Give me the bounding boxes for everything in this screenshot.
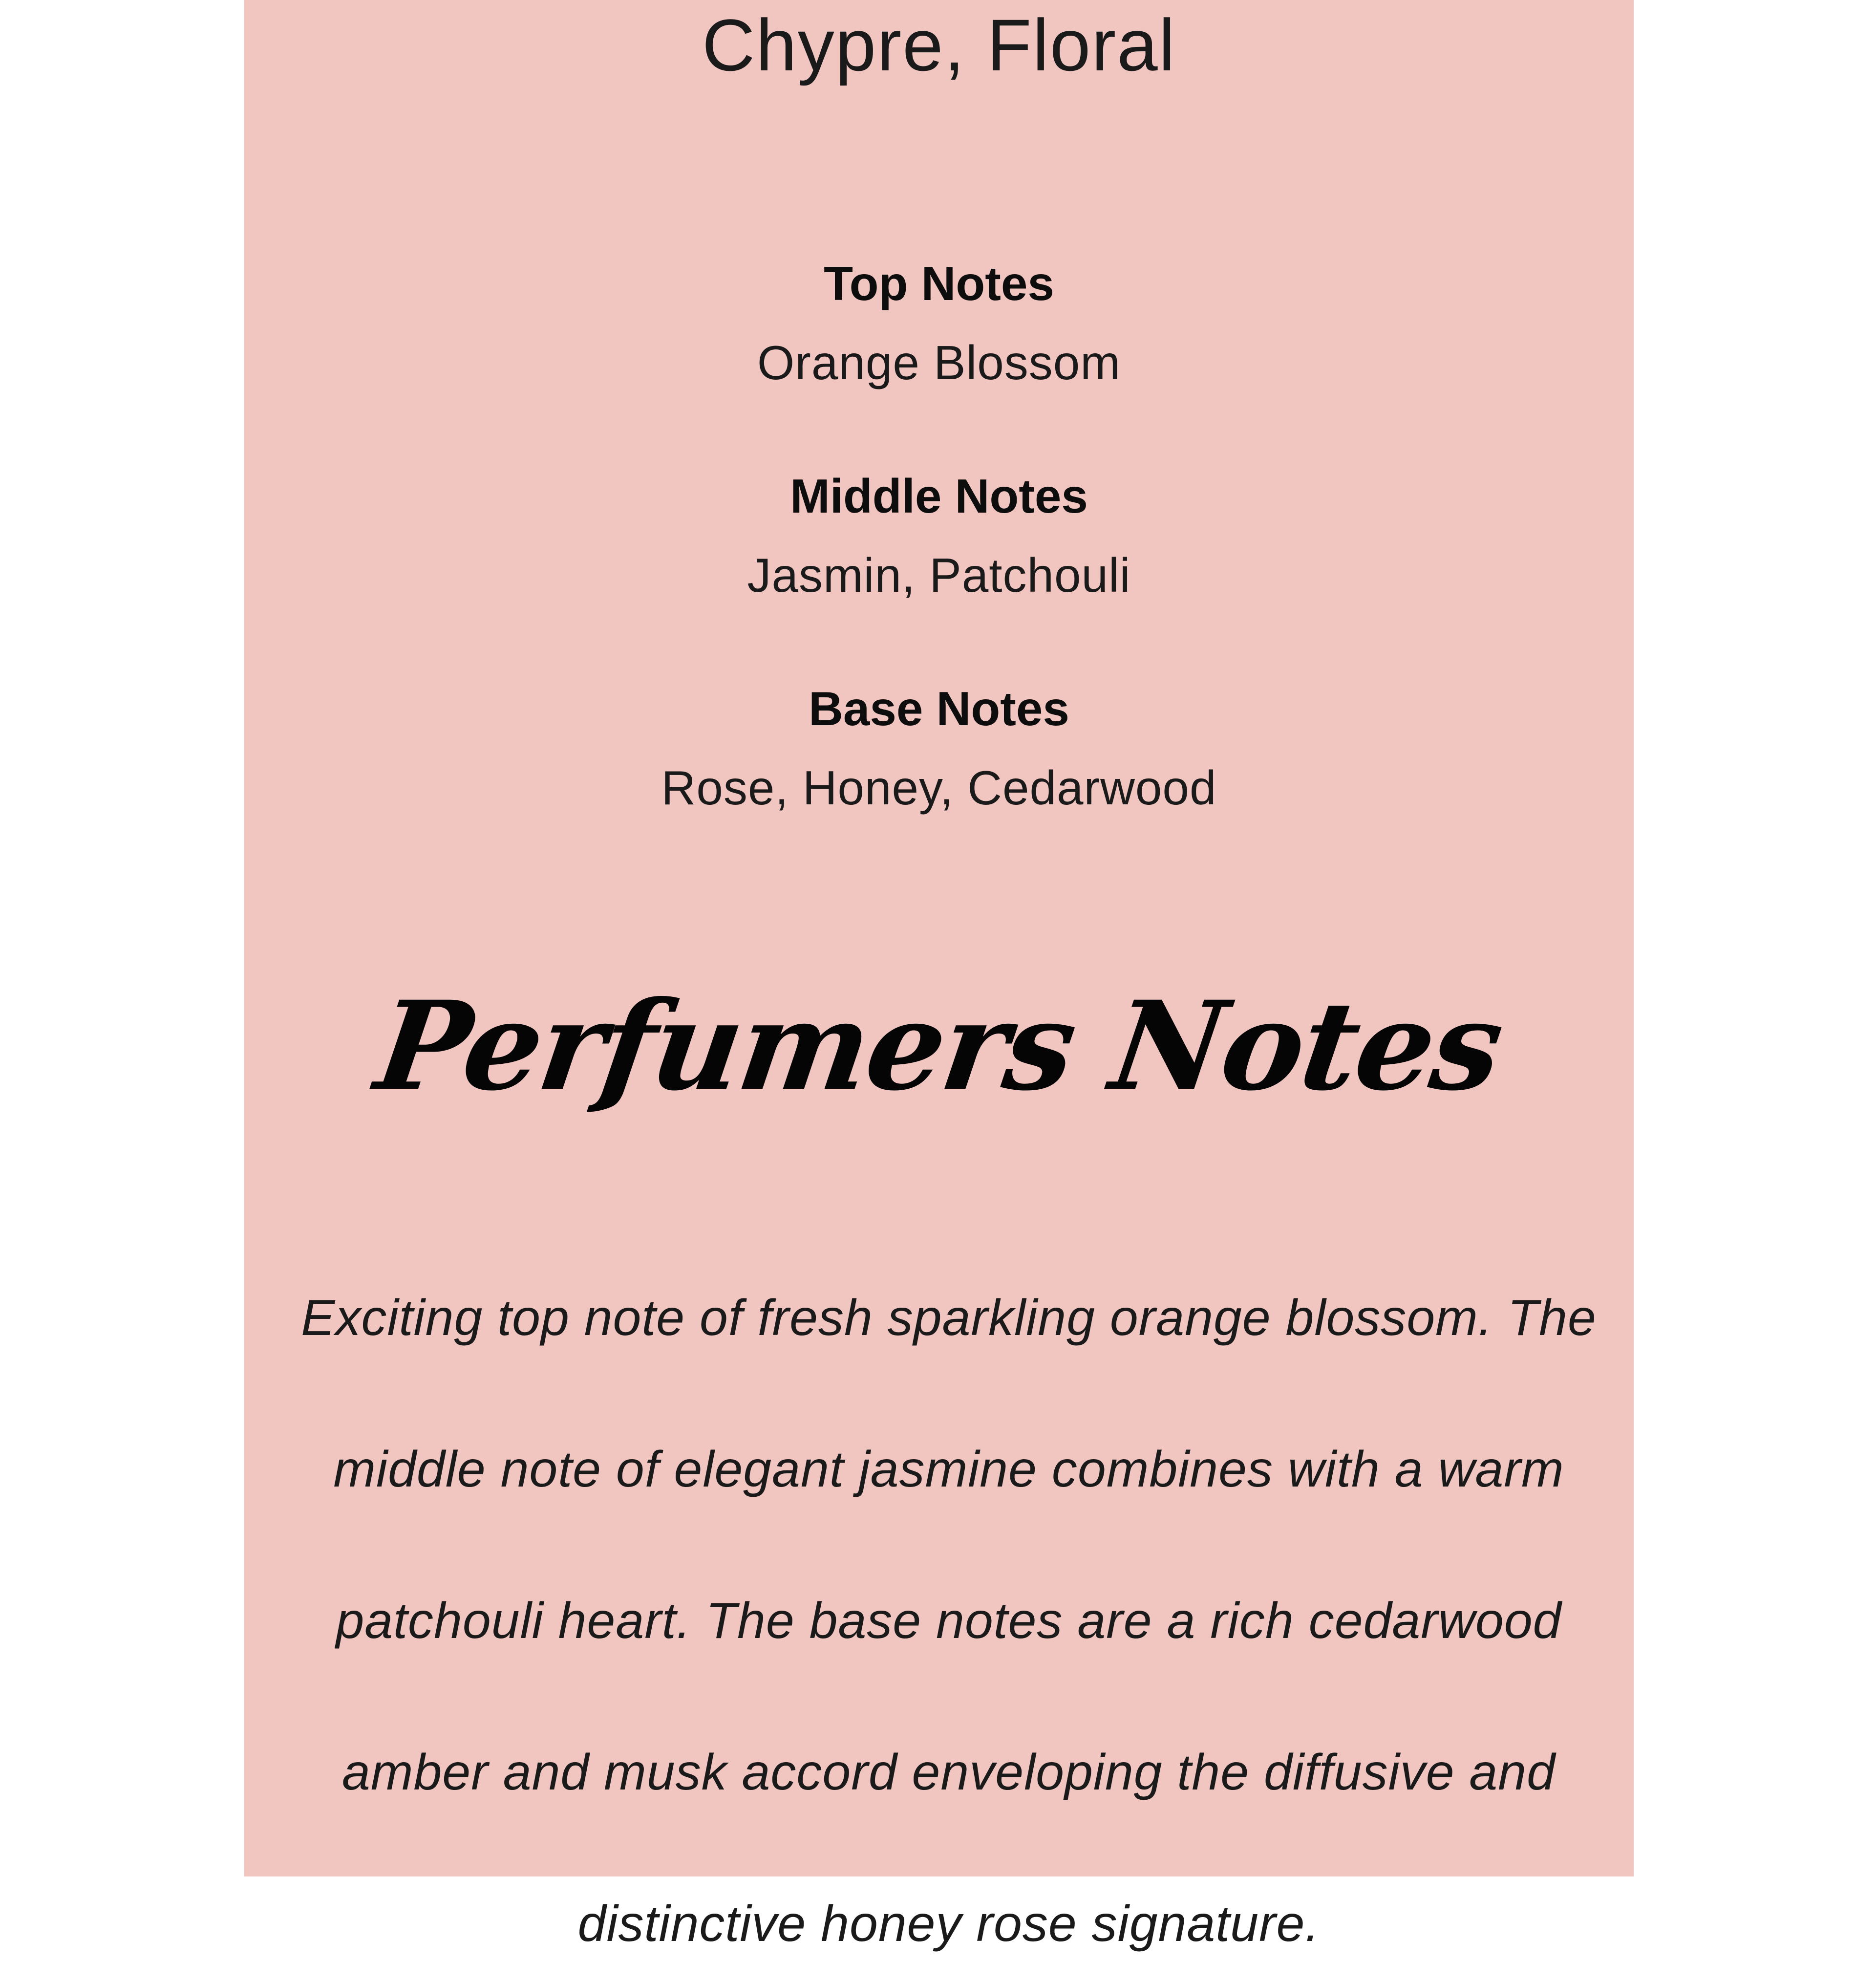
description-line: Exciting top note of fresh sparkling orange blossom. The xyxy=(301,1290,1597,1346)
description-line: middle note of elegant jasmine combines with a warm xyxy=(333,1441,1564,1498)
base-notes-section xyxy=(244,677,1634,819)
top-notes-heading: Top Notes xyxy=(824,257,1054,310)
base-notes-heading: Base Notes xyxy=(809,682,1069,735)
top-notes-values: Orange Blossom xyxy=(757,336,1121,389)
fragrance-family: Chypre, Floral xyxy=(702,4,1176,86)
middle-notes-section xyxy=(244,464,1634,607)
perfumers-notes-title: Perfumers Notes xyxy=(368,974,1510,1118)
description-line: distinctive honey rose signature. xyxy=(577,1896,1320,1952)
description-line: amber and musk accord enveloping the diffusive and xyxy=(342,1744,1556,1801)
middle-notes-values: Jasmin, Patchouli xyxy=(747,548,1131,602)
base-notes-values: Rose, Honey, Cedarwood xyxy=(661,761,1217,815)
top-notes-section xyxy=(244,252,1634,394)
perfumers-notes-description xyxy=(244,1205,1653,1962)
product-notes-panel xyxy=(244,0,1634,1952)
description-line: patchouli heart. The base notes are a rich cedarwood xyxy=(336,1593,1562,1649)
middle-notes-heading: Middle Notes xyxy=(790,469,1088,523)
